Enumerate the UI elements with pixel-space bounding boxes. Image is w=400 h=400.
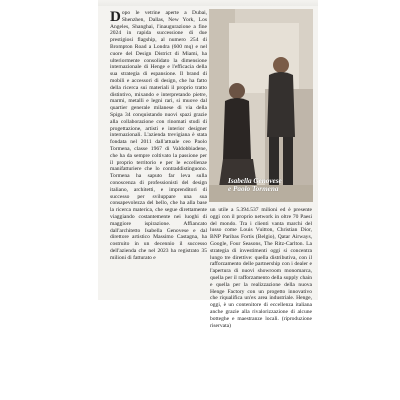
cropped-headline-strip [98, 0, 318, 6]
drop-cap: D [110, 9, 121, 25]
article-left-column [110, 10, 207, 300]
left-column-text: opo le vetrine aperte a Dubai, Shenzhen, Dallas, New York, Los Angeles, Shanghai, l'inaugurazione a fine 2024 in rapida successione di due prestigiosi flagship, al numero 254 di Brompton Road a Londra (600 mq) e nel cuore del Design District di Miami, ha ulteriormente consolidato la dimensione internazionale di Henge e l'efficacia della sua strategia di espansione. Il brand di mobili e accessori di design, che ha fatto della ricerca sui materiali il proprio tratto distintivo, mixando e interpretando pietre, marmi, metalli e legni rari, si muove dal quartier generale milanese di via della Spiga 34 conquistando nuovi spazi grazie alla collaborazione con rinomati studi di progettazione, artisti e interior designer internazionali. L'azienda trevigiana è stata fondata nel 2011 dall'attuale ceo Paolo Tormena, classe 1967 di Valdobbiadene, che ha da sempre coltivato la passione per il proprio territorio e per le eccellenze manifatturiere che lo contraddistinguono. Tormena ha saputo far leva sulla conoscenza di professionisti del design italiano, architetti, e imprenditori di successo per sviluppare una sua consapevolezza del bello, che ha alla base la ricerca materica, che segue direttamente viaggiando costantemente nei luoghi di maggiore ispirazione. Affiancato dall'architetto Isabella Genovese e dal direttore artistico Massimo Castagna, ha costruito in un decennio il successo dell'azienda che nel 2023 ha registrato 35 milioni di fatturato e [110, 10, 207, 261]
article-right-column [210, 207, 312, 329]
portrait-photo [209, 9, 313, 202]
photo-caption [228, 177, 308, 193]
caption-line-1: Isabella Genovese [228, 177, 282, 185]
right-column-text: un utile a 5.394.537 milioni ed è presente oggi con il proprio network in oltre 70 Paesi del mondo. Tra i clienti vanta marchi del lusso come Louis Vuitton, Christian Dior, BNP Paribas Fortis (Belgio), Qatar Airways, Google, Four Seasons, The Ritz-Carlton. La strategia di investimenti oggi si concentra lungo tre direttive: quella distributiva, con il rafforzamento delle partnership con i dealer e l'apertura di nuovi showroom monomarca, quella per il rafforzamento della supply chain e quella per la realizzazione della nuova Henge Factory con un progetto innovativo che riqualifica un'ex area industriale. Henge, oggi, è un contenitore di eccellenza italiana anche grazie alla rivalorizzazione di alcune botteghe e maestranze locali. (riproduzione riservata) [210, 207, 312, 329]
photo-illustration [209, 9, 313, 202]
caption-line-2: e Paolo Tormena [228, 185, 279, 193]
